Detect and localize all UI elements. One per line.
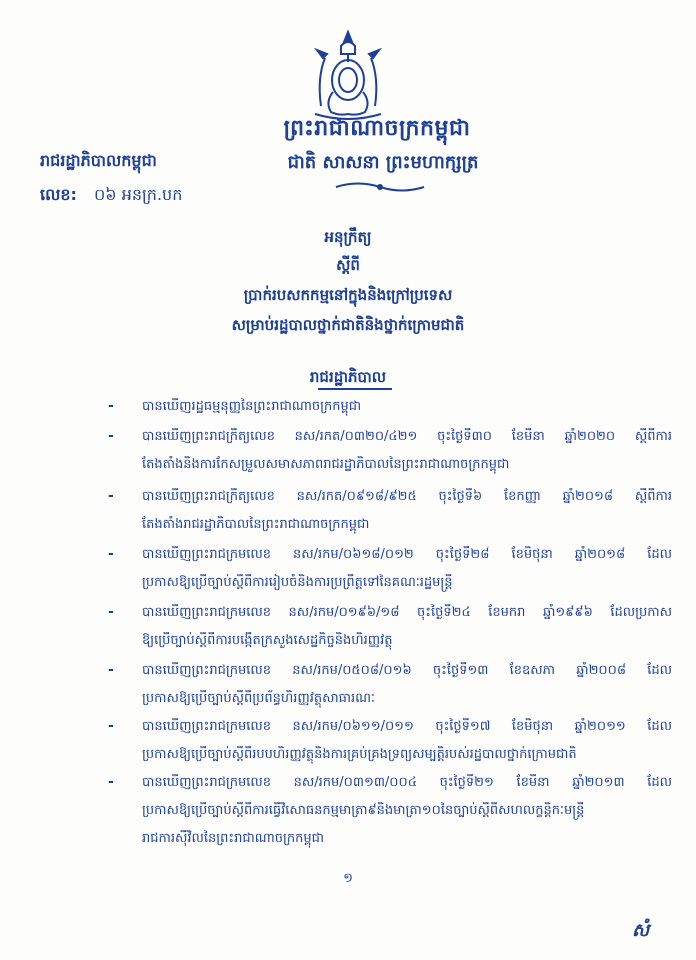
clause-bullet: - [108, 546, 114, 562]
clause-line: បានឃើញព្រះរាជក្រឹត្យលេខ នស/រកត/០៣២០/៤២១ ចុះថ្ងៃទី៣០ ខែមីនា ឆ្នាំ២០២០ ស្តីពីការ [142, 429, 672, 444]
document-type: អនុក្រឹត្យ [324, 228, 372, 246]
clause-line: ប្រកាសឱ្យប្រើច្បាប់ស្តីពីការរៀបចំនិងការប្រព្រឹត្តទៅនៃគណៈរដ្ឋមន្ត្រី [142, 575, 453, 590]
clause-line: បានឃើញព្រះរាជក្រមលេខ នស/រកម/០៥០៨/០១៦ ចុះថ្ងៃទី១៣ ខែឧសភា ឆ្នាំ២០០៨ ដែល [142, 663, 672, 678]
clause-line: បានឃើញព្រះរាជក្រឹត្យលេខ នស/រកត/០៩១៨/៩២៥ ចុះថ្ងៃទី៦ ខែកញ្ញា ឆ្នាំ២០១៨ ស្តីពីការ [142, 489, 672, 504]
section-heading: រាជរដ្ឋាភិបាល [309, 368, 387, 386]
document-number-label: លេខ: [40, 185, 77, 204]
clause-line: រាជការស៊ីវិលនៃព្រះរាជាណាចក្រកម្ពុជា [142, 831, 324, 846]
clause-bullet: - [108, 774, 114, 790]
document-subject-line-2: សម្រាប់រដ្ឋបាលថ្នាក់ជាតិនិងថ្នាក់ក្រោមជាតិ [231, 316, 465, 334]
clause-line: បានឃើញព្រះរាជក្រមលេខ នស/រកម/០១៩៦/១៨ ចុះថ្ងៃទី២៤ ខែមករា ឆ្នាំ១៩៩៦ ដែលប្រកាស [142, 605, 672, 620]
ornament-divider-icon [330, 178, 430, 196]
document-number-value: ០៦ អនក្រ.បក [93, 185, 183, 204]
clause-line: ឱ្យប្រើច្បាប់ស្តីពីការបង្កើតក្រសួងសេដ្ឋកិច្ចនិងហិរញ្ញវត្ថុ [142, 633, 393, 648]
document-about: ស្តីពី [336, 256, 360, 274]
heading-underline [318, 388, 392, 390]
clause-bullet: - [108, 398, 114, 414]
clause-line: ប្រកាសឱ្យប្រើច្បាប់ស្តីពីរបបហិរញ្ញវត្ថុនិងការគ្រប់គ្រងទ្រព្យសម្បត្តិរបស់រដ្ឋបាលថ្នាក់ក្រោមជាតិ [142, 747, 577, 762]
clause-line: បានឃើញព្រះរាជក្រមលេខ នស/រកម/០៦១៨/០១២ ចុះថ្ងៃទី២៨ ខែមិថុនា ឆ្នាំ២០១៨ ដែល [142, 547, 672, 562]
document-subject-line-1: ប្រាក់របសកកម្មនៅក្នុងនិងក្រៅប្រទេស [243, 286, 453, 304]
clause-line: បានឃើញព្រះរាជក្រមលេខ នស/រកម/០៣១៣/០០៤ ចុះថ្ងៃទី២១ ខែមីនា ឆ្នាំ២០១៣ ដែល [142, 775, 672, 790]
clause-line: ប្រកាសឱ្យប្រើច្បាប់ស្តីពីការធ្វើវិសោធនកម្មមាត្រា៩និងមាត្រា១០នៃច្បាប់ស្តីពីសហលក្ខន្តិកៈមន្ត្រី [142, 803, 585, 818]
document-number [40, 184, 182, 208]
clause-line: តែងតាំងរាជរដ្ឋាភិបាលនៃព្រះរាជាណាចក្រកម្ពុជា [142, 517, 370, 532]
clause-bullet: - [108, 488, 114, 504]
handwritten-initials: សំ [632, 920, 650, 941]
clause-line: ប្រកាសឱ្យប្រើច្បាប់ស្តីពីប្រព័ន្ធហិរញ្ញវត្ថុសាធារណៈ [142, 691, 375, 706]
clause-bullet: - [108, 428, 114, 444]
clause-line: បានឃើញព្រះរាជក្រមលេខ នស/រកម/០៦១១/០១១ ចុះថ្ងៃទី១៧ ខែមិថុនា ឆ្នាំ២០១១ ដែល [142, 719, 672, 734]
page-number: ១ [343, 871, 353, 886]
clause-line: បានឃើញរដ្ឋធម្មនុញ្ញនៃព្រះរាជាណាចក្រកម្ពុជា [142, 399, 362, 414]
kingdom-title: ព្រះរាជាណាចក្រកម្ពុជា [283, 116, 471, 141]
clause-bullet: - [108, 662, 114, 678]
clause-bullet: - [108, 604, 114, 620]
royal-emblem-icon [303, 28, 393, 123]
clause-bullet: - [108, 718, 114, 734]
national-motto: ជាតិ សាសនា ព្រះមហាក្សត្រ [287, 152, 479, 173]
clause-line: តែងតាំងនិងការកែសម្រួលសមាសភាពរាជរដ្ឋាភិបាលនៃព្រះរាជាណាចក្រកម្ពុជា [142, 457, 510, 472]
government-name: រាជរដ្ឋាភិបាលកម្ពុជា [40, 151, 157, 170]
